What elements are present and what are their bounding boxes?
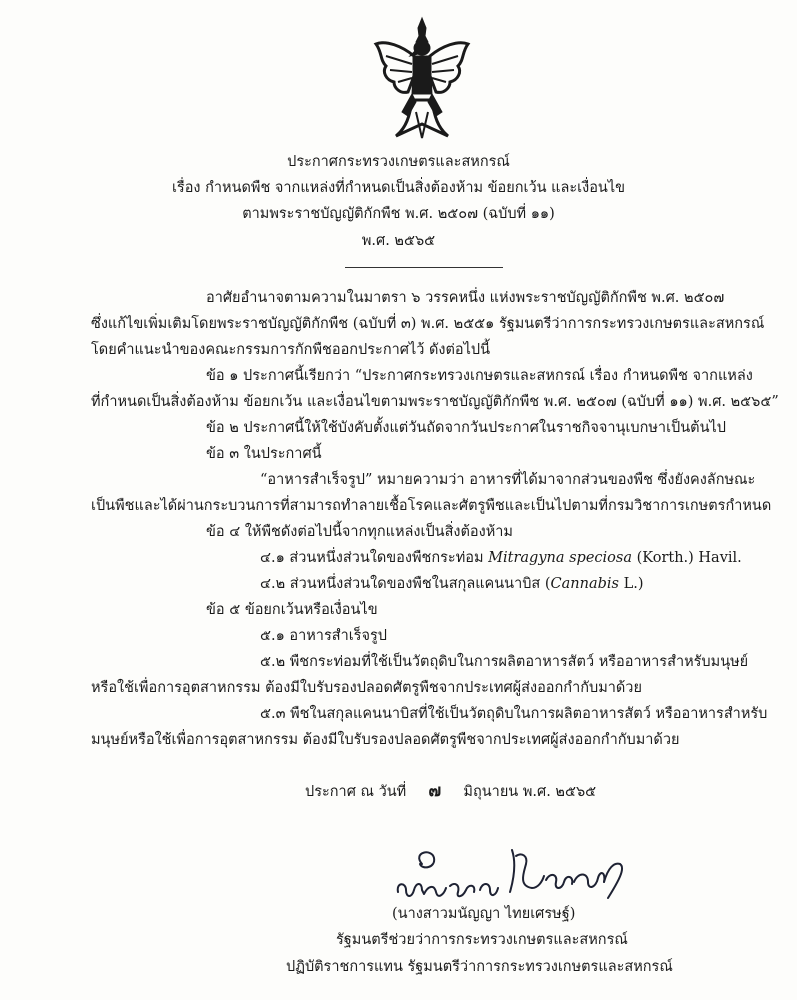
signatory-position: รัฐมนตรีช่วยว่าการกระทรวงเกษตรและสหกรณ์ xyxy=(336,932,628,948)
body-line: โดยคำแนะนำของคณะกรรมการกักพืชออกประกาศไว้ ดังต่อไปนี้ xyxy=(91,342,491,358)
genus-name: Cannabis xyxy=(550,576,619,592)
announced-prefix: ประกาศ ณ วันที่ xyxy=(305,784,407,800)
body-line: อาศัยอำนาจตามความในมาตรา ๖ วรรคหนึ่ง แห่งพระราชบัญญัติกักพืช พ.ศ. ๒๕๐๗ xyxy=(206,290,725,306)
body-line: เป็นพืชและได้ผ่านกระบวนการที่สามารถทำลายเชื้อโรคและศัตรูพืชและเป็นไปตามที่กรมวิชาการเกษตรกำหนด xyxy=(91,498,772,514)
header-divider xyxy=(345,267,503,268)
signatory-name: (นางสาวมนัญญา ไทยเศรษฐ์) xyxy=(392,906,576,922)
announcement-title: ประกาศกระทรวงเกษตรและสหกรณ์ xyxy=(287,154,510,170)
clause-5-1: ๕.๑ อาหารสำเร็จรูป xyxy=(260,628,387,644)
announced-date xyxy=(305,782,596,801)
species-name: Mitragyna speciosa xyxy=(488,550,632,566)
signatory-acting: ปฏิบัติราชการแทน รัฐมนตรีว่าการกระทรวงเกษตรและสหกรณ์ xyxy=(286,959,673,975)
clause-5: ข้อ ๕ ข้อยกเว้นหรือเงื่อนไข xyxy=(206,602,378,618)
clause-5-3: ๕.๓ พืชในสกุลแคนนาบิสที่ใช้เป็นวัตถุดิบในการผลิตอาหารสัตว์ หรืออาหารสำหรับ xyxy=(260,706,768,722)
clause-4-1 xyxy=(260,549,742,567)
species-author: (Korth.) Havil. xyxy=(632,550,742,566)
announced-month-year: มิถุนายน พ.ศ. ๒๕๖๕ xyxy=(463,784,597,800)
announced-day: ๗ xyxy=(428,781,442,801)
signature xyxy=(392,842,632,904)
body-line: มนุษย์หรือใช้เพื่อการอุตสาหกรรม ต้องมีใบรับรองปลอดศัตรูพืชจากประเทศผู้ส่งออกกำกับมาด้วย xyxy=(91,732,680,748)
clause-5-2: ๕.๒ พืชกระท่อมที่ใช้เป็นวัตถุดิบในการผลิตอาหารสัตว์ หรืออาหารสำหรับมนุษย์ xyxy=(260,654,749,670)
announcement-act: ตามพระราชบัญญัติกักพืช พ.ศ. ๒๕๐๗ (ฉบับที่ ๑๑) xyxy=(242,206,555,222)
announcement-subject: เรื่อง กำหนดพืช จากแหล่งที่กำหนดเป็นสิ่งต้องห้าม ข้อยกเว้น และเงื่อนไข xyxy=(171,180,626,196)
clause-3: ข้อ ๓ ในประกาศนี้ xyxy=(206,446,322,462)
body-line: ซึ่งแก้ไขเพิ่มเติมโดยพระราชบัญญัติกักพืช (ฉบับที่ ๓) พ.ศ. ๒๕๕๑ รัฐมนตรีว่าการกระทรวงเกษตรและสหกรณ์ xyxy=(91,316,765,332)
genus-author: L.) xyxy=(618,576,644,592)
clause-1: ข้อ ๑ ประกาศนี้เรียกว่า “ประกาศกระทรวงเกษตรและสหกรณ์ เรื่อง กำหนดพืช จากแหล่ง xyxy=(206,368,753,384)
announcement-year: พ.ศ. ๒๕๖๕ xyxy=(361,233,436,249)
garuda-emblem xyxy=(372,16,472,140)
clause-4: ข้อ ๔ ให้พืชดังต่อไปนี้จากทุกแหล่งเป็นสิ่งต้องห้าม xyxy=(206,524,513,540)
definition: “อาหารสำเร็จรูป” หมายความว่า อาหารที่ได้มาจากส่วนของพืช ซึ่งยังคงลักษณะ xyxy=(260,472,756,488)
clause-4-1-text: ๔.๑ ส่วนหนึ่งส่วนใดของพืชกระท่อม xyxy=(260,550,489,566)
clause-4-2-text: ๔.๒ ส่วนหนึ่งส่วนใดของพืชในสกุลแคนนาบิส ( xyxy=(260,576,551,592)
clause-2: ข้อ ๒ ประกาศนี้ให้ใช้บังคับตั้งแต่วันถัดจากวันประกาศในราชกิจจานุเบกษาเป็นต้นไป xyxy=(206,420,726,436)
body-line: ที่กำหนดเป็นสิ่งต้องห้าม ข้อยกเว้น และเงื่อนไขตามพระราชบัญญัติกักพืช พ.ศ. ๒๕๐๗ (ฉบับที่ ๑๑) พ.ศ. ๒๕๖๕” xyxy=(91,394,779,410)
body-line: หรือใช้เพื่อการอุตสาหกรรม ต้องมีใบรับรองปลอดศัตรูพืชจากประเทศผู้ส่งออกกำกับมาด้วย xyxy=(91,680,642,696)
clause-4-2 xyxy=(260,575,643,593)
